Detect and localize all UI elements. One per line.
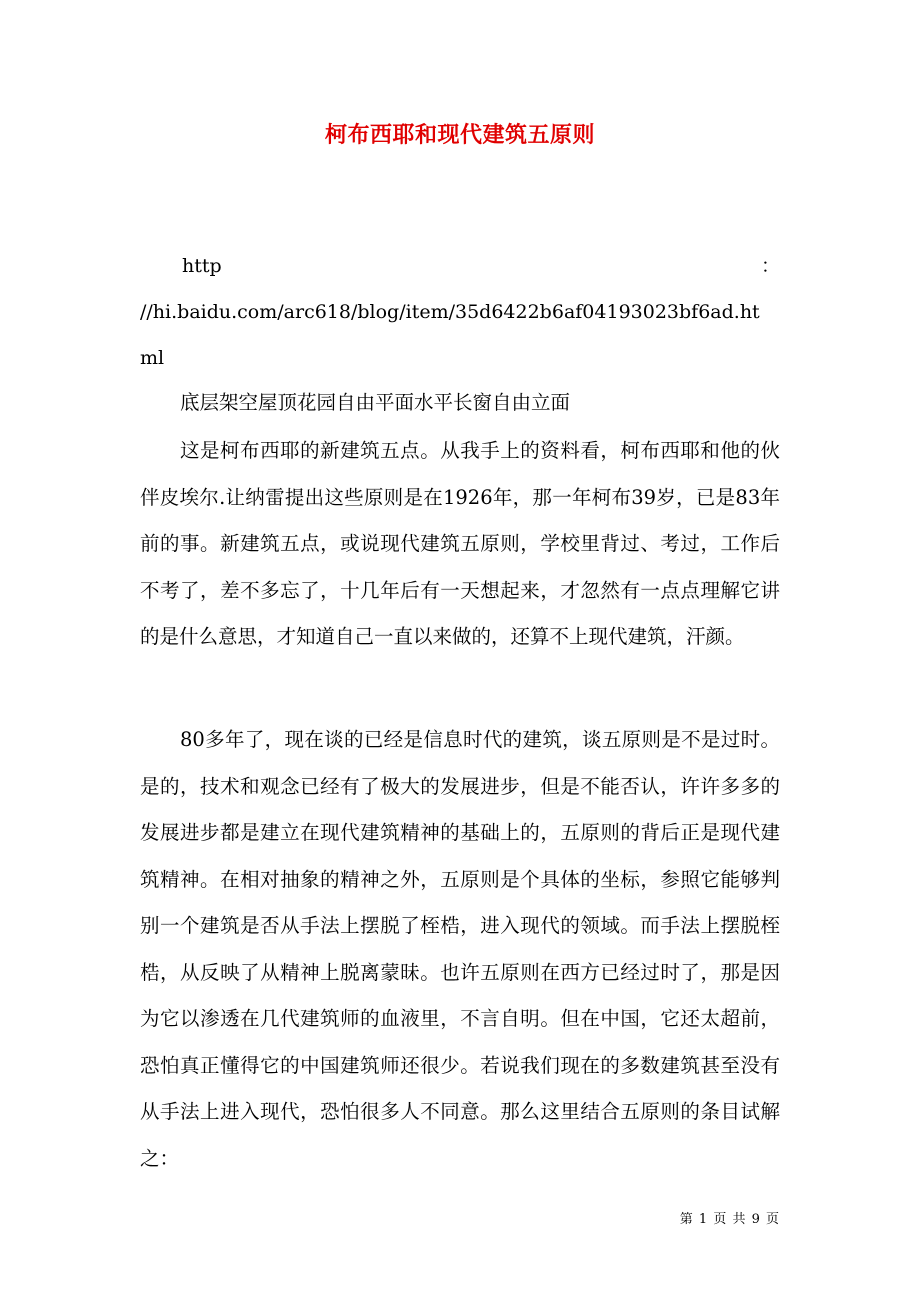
document-title: 柯布西耶和现代建筑五原则 bbox=[324, 122, 595, 148]
page-number: 第 1 页 共 9 页 bbox=[679, 1212, 780, 1227]
paragraph-discussion: 80多年了，现在谈的已经是信息时代的建筑，谈五原则是不是过时。是的，技术和观念已经有了极大的发展进步，但是不能否认，许许多多的发展进步都是建立在现代建筑精神的基础上的，五原则的背后正是现代建筑精神。在相对抽象的精神之外，五原则是个具体的坐标，参照它能够判别一个建筑是否从手法上摆脱了桎梏，进入现代的领域。而手法上摆脱桎梏，从反映了从精神上脱离蒙昧。也许五原则在西方已经过时了，那是因为它以渗透在几代建筑师的血液里，不言自明。但在中国，它还太超前，恐怕真正懂得它的中国建筑师还很少。若说我们现在的多数建筑甚至没有从手法上进入现代，恐怕很多人不同意。那么这里结合五原则的条目试解之： bbox=[140, 728, 780, 1170]
url-first-line bbox=[140, 243, 780, 289]
paragraph-five-points: 底层架空屋顶花园自由平面水平长窗自由立面 bbox=[180, 391, 571, 414]
url-prefix: http bbox=[182, 255, 222, 277]
paragraph-intro: 这是柯布西耶的新建筑五点。从我手上的资料看，柯布西耶和他的伙伴皮埃尔.让纳雷提出这些原则是在1926年，那一年柯布39岁，已是83年前的事。新建筑五点，或说现代建筑五原则，学校里背过、考过，工作后不考了，差不多忘了，十几年后有一天想起来，才忽然有一点点理解它讲的是什么意思，才知道自己一直以来做的，还算不上现代建筑，汗颜。 bbox=[140, 439, 780, 648]
source-url bbox=[140, 243, 780, 381]
url-colon: ： bbox=[760, 255, 780, 277]
url-line-3: ml bbox=[140, 347, 165, 369]
url-line-2: //hi.baidu.com/arc618/blog/item/35d6422b6af04193023bf6ad.ht bbox=[140, 301, 760, 323]
